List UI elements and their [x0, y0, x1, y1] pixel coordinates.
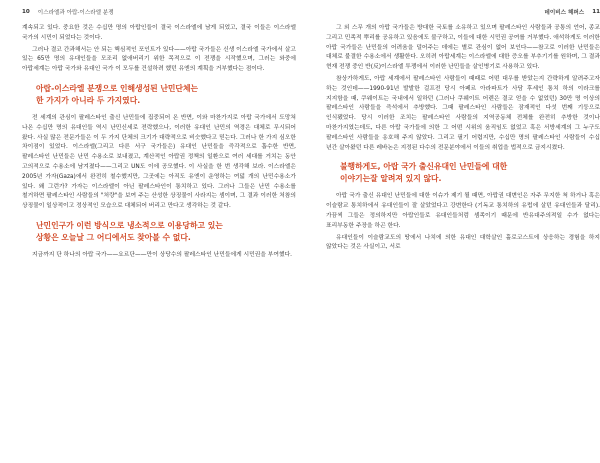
heading-line: 한 가지가 아니라 두 가지였다. — [36, 95, 141, 105]
body-paragraph: 전 세계의 관심이 팔레스타인 출신 난민들에 집중되어 온 반면, 이와 마찬가지로 아랍 국가에서 도망쳐 나온 수십만 명의 유대인들 역시 난민신세로 전락했으나, 이러한 유대인 난민의 역경은 대체로 무시되어 왔다. 사실 많은 전문가들은 이 두 가지 단체의 크기가 대략적으로 비슷했다고 믿는다. 그러나 한 가지 심오한 차이점이 있었다. 이스라엘(그리고 다른 서구 국가들은) 유대인 난민들을 즉각적으로 흡수한 반면, 팔레스타인 난민들은 난민 수용소로 보내졌고, 계산적인 아랍권 정책의 일환으로 여러 세대를 거치는 동안 고의적으로 수용소에 남겨졌다——그리고 UN도 이에 공모했다. 이 사실을 한 번 생각해 보라. 이스라엘은 2005년 가자(Gaza)에서 완전히 철수했지만, 그곳에는 아직도 유엔이 운영하는 여덟 개의 난민수용소가 있다. 왜 그런가? 가자는 이스라엘이 아닌 팔레스타인이 통치하고 있다. 그러나 그들은 난민 수용소를 철거하면 팔레스타인 사람들의 "처량"을 보여 주는 산성한 상징물이 사라지는 셈이며, 그 결과 이러한 처참의 상징물이 일상적이고 정상적인 모습으로 대체되어 버리고 만다고 생각하는 것 같다. — [22, 114, 296, 210]
body-paragraph: 지금까지 단 하나의 아랍 국가——요르단——만이 상당수의 팔레스타인 난민들에게 시민권을 부여했다. — [32, 251, 293, 258]
body-paragraph: 유대인들이 이슬람교도의 땅에서 나치에 의한 유대인 대학살인 홀로코스트에 상응하는 경험을 하지 않았다는 것은 사실이고, 서로 — [326, 234, 600, 251]
body-paragraph: 그러나 결코 간과해서는 안 되는 핵심적인 포인트가 있다——아랍 국가들은 신생 이스라엘 국가에서 살고 있는 65만 명의 유대인들을 모조리 없애버리기 위한 목적으로 이 전쟁을 시작했으며, 그러는 와중에 아랍세계는 아랍 국가와 유대인 국가 이 모두를 건설하려 했던 유엔의 계획을 거부했다는 점이다. — [22, 46, 296, 73]
left-page — [22, 0, 296, 463]
body-paragraph: 계속되고 있다. 중요한 것은 수십만 명의 아랍인들이 결국 이스라엘에 남게 되었고, 결국 이들은 이스라엘 국가의 시민이 되었다는 것이다. — [22, 25, 296, 41]
heading-line: 상황은 오늘날 그 어디에서도 찾아볼 수 없다. — [36, 232, 191, 242]
section-heading — [22, 83, 296, 107]
left-page-header — [22, 0, 296, 24]
heading-line: 아랍-이스라엘 분쟁으로 인해생성된 난민단체는 — [36, 83, 199, 93]
section-heading — [326, 161, 600, 185]
heading-line: 이야기는잘 알려져 있지 않다. — [340, 174, 442, 184]
right-page-header — [326, 0, 600, 24]
section-heading — [22, 220, 296, 244]
body-paragraph: 참상가하게도, 아랍 세계에서 팔레스타인 사람들이 때때로 어떤 대우를 받았는지 간략하게 알려주고자 하는 것인데——1990-91년 발발한 걸프전 당시 아페르 아라파트가 사담 후세인 통치 하의 이라크를 지지함을 때, 쿠웨이트는 국내에서 일하던 (그러나 쿠웨이트 어렌은 결코 얻을 수 없었던) 30만 명 이상의 팔레스타인 사람들을 즉석에서 추방했다. 그때 팔레스타인 사람들은 잠재적인 다섯 번째 기둥으로 인식됐었다. 당시 이러한 조치는 팔레스타인 사람들의 지역공동체 전체를 완전히 추방한 것이나 마찬가지였는데도, 다른 아랍 국가들에 의한 그 어떤 시위의 움직임도 없었고 혹은 서방세계의 그 누구도 팔레스타인 사람들을 옹호해 주지 않았다. 그리고 필기 어렵지만, 수십만 명의 팔레스타인 사람들이 수십 년간 살아왔던 다른 레바논은 지정된 다수의 전문분야에서 이들의 취업을 법적으로 금지시켰다. — [326, 75, 600, 151]
running-title: 이스라엘과 아랍-이스라엘 분쟁 — [37, 10, 114, 16]
body-paragraph: 그 외 스무 개의 아랍 국가들은 방대한 국토를 소유하고 있으며 팔레스타인 사람들과 공통의 언어, 종교 그리고 민족적 뿌리를 공유하고 있음에도 불구하고, 이들에 대한 시민권 공여를 거부했다. 애석하게도 이러한 아랍 국가들은 난민들의 어려움을 덜어주는 데에는 별로 관심이 없어 보인다——참고로 이러한 난민들은 대체로 불결한 수용소에서 생활한다. 오히려 아랍세계는 이스라엘에 대한 증오를 부추기기를 원하며, 그 결과 현재 전쟁 중인 반(反)이스라엘 투쟁에서 이러한 난민들을 살인병기로 사용하고 있다. — [326, 25, 600, 71]
body-paragraph: 아랍 국가 출신 유대인 난민들에 대한 이슈가 제기 될 때면, 아랍권 대변인은 자주 무지한 척 하거나 혹은 이슬람교 통치하에서 유대인들이 잘 살았었다고 강변한다 (기독교 통치하의 유럽에 살던 유대인들과 달리). 가끔씩 그들은 정의하지만 아랍인들로 유대인들처럼 셈족이기 때문에 반유대주의적일 수가 없다는 표리부동한 주장을 하곤 한다. — [326, 193, 600, 229]
page-number: 10 — [22, 9, 30, 15]
page-number: 11 — [592, 9, 600, 15]
running-title: 데이비스 헤퍼스 — [544, 10, 585, 16]
heading-line: 불행하게도, 아랍 국가 출신유대인 난민들에 대한 — [340, 162, 508, 172]
heading-line: 난민인구가 이런 방식으로 냉소적으로 이용당하고 있는 — [36, 220, 223, 230]
right-page — [326, 0, 600, 463]
